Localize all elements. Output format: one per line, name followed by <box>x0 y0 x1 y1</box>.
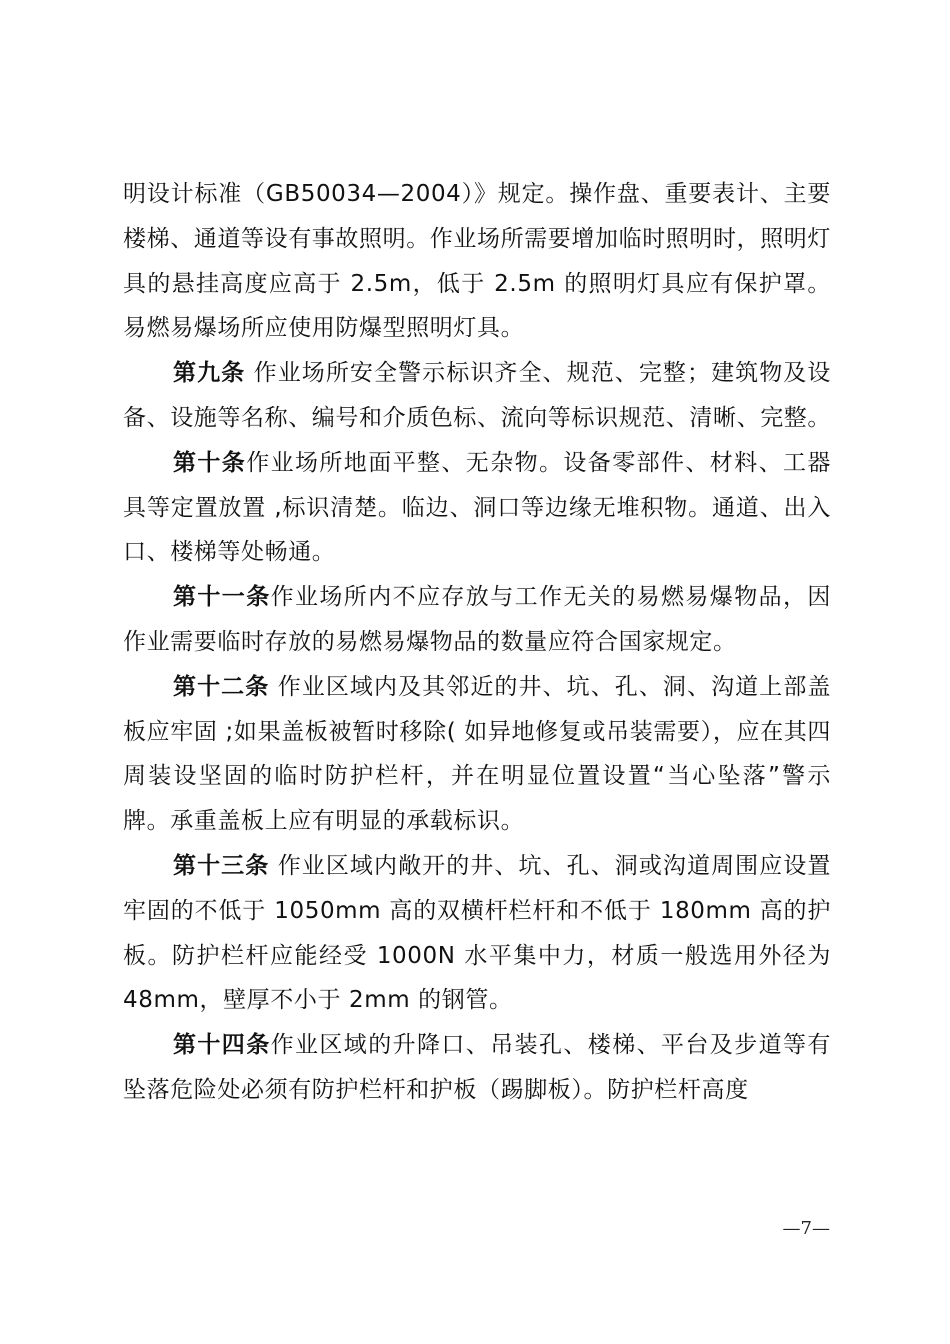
article-10 <box>123 441 831 575</box>
article-text: 作业场所地面平整、无杂物。设备零部件、材料、工器具等定置放置 ,标识清楚。临边、洞口等边缘无堆积物。通道、出入口、楼梯等处畅通。 <box>123 449 831 566</box>
article-heading: 第十四条 <box>173 1032 271 1059</box>
article-11 <box>123 575 831 665</box>
article-text: 作业区域的升降口、吊装孔、楼梯、平台及步道等有坠落危险处必须有防护栏杆和护板（踢脚板）。防护栏杆高度 <box>123 1032 831 1103</box>
article-text: 作业区域内敞开的井、坑、孔、洞或沟道周围应设置牢固的不低于 1050mm 高的双横杆栏杆和不低于 180mm 高的护板。防护栏杆应能经受 1000N 水平集中力，材质一般选用外径为 48mm，壁厚不小于 2mm 的钢管。 <box>123 852 831 1014</box>
article-heading: 第十二条 <box>173 673 270 700</box>
article-14 <box>123 1023 831 1113</box>
document-body <box>123 172 831 1113</box>
page-number: —7— <box>782 1218 830 1239</box>
article-heading: 第九条 <box>173 360 246 387</box>
article-12 <box>123 665 831 844</box>
article-heading: 第十三条 <box>173 852 270 879</box>
article-13 <box>123 844 831 1023</box>
article-heading: 第十一条 <box>173 584 271 611</box>
article-text: 作业区域内及其邻近的井、坑、孔、洞、沟道上部盖板应牢固 ;如果盖板被暂时移除( 如异地修复或吊装需要），应在其四周装设坚固的临时防护栏杆，并在明显位置设置“当心坠落”警示牌。承重盖板上应有明显的承载标识。 <box>123 673 831 835</box>
article-text: 作业场所内不应存放与工作无关的易燃易爆物品，因作业需要临时存放的易燃易爆物品的数量应符合国家规定。 <box>123 584 831 655</box>
article-heading: 第十条 <box>173 449 247 476</box>
paragraph-text: 明设计标准（GB50034—2004）》规定。操作盘、重要表计、主要楼梯、通道等设有事故照明。作业场所需要增加临时照明时，照明灯具的悬挂高度应高于 2.5m，低于 2.5m 的照明灯具应有保护罩。易燃易爆场所应使用防爆型照明灯具。 <box>123 181 831 342</box>
article-text: 作业场所安全警示标识齐全、规范、完整；建筑物及设备、设施等名称、编号和介质色标、流向等标识规范、清晰、完整。 <box>123 360 831 431</box>
article-9 <box>123 351 831 441</box>
paragraph-continuation <box>123 172 831 351</box>
